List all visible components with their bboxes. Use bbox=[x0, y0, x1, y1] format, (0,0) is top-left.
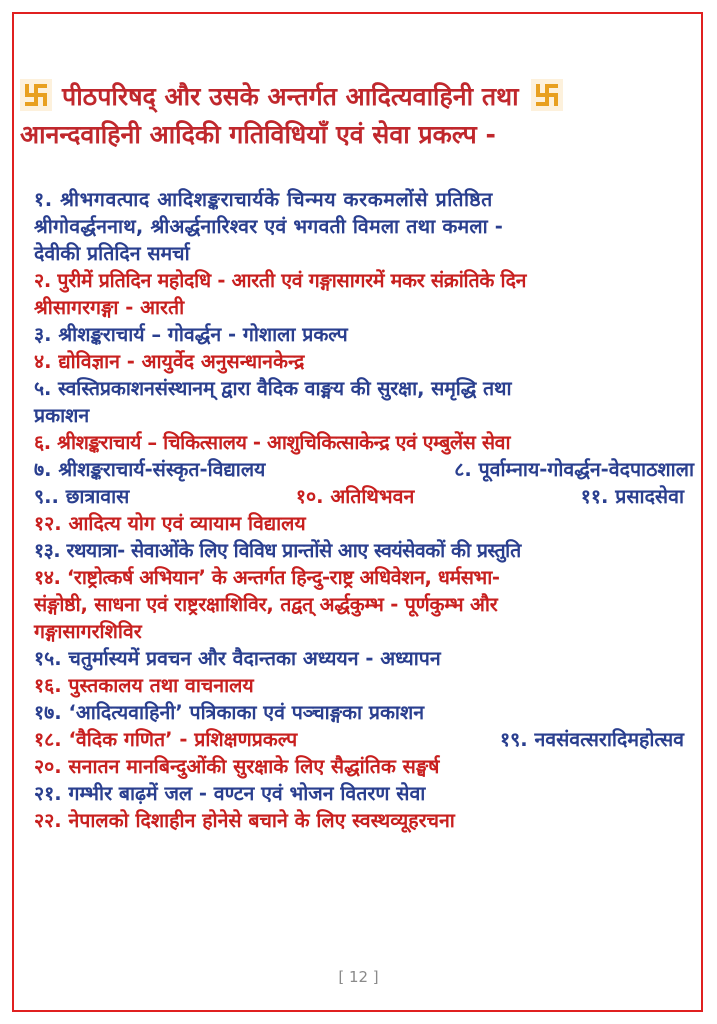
list-item: १०. अतिथिभवन bbox=[295, 485, 415, 508]
list-item: श्रीगोवर्द्धननाथ, श्रीअर्द्धनारिश्वर एवं भगवती विमला तथा कमला - bbox=[34, 215, 504, 238]
swastika-icon bbox=[531, 79, 563, 111]
list-item: १. श्रीभगवत्पाद आदिशङ्कराचार्यके चिन्मय करकमलोंसे प्रतिष्ठित bbox=[34, 188, 493, 211]
list-row bbox=[34, 726, 694, 753]
list-item: १६. पुस्तकालय तथा वाचनालय bbox=[34, 674, 254, 697]
list-item: ६. श्रीशङ्कराचार्य – चिकित्सालय - आशुचिकित्साकेन्द्र एवं एम्बुलेंस सेवा bbox=[34, 431, 511, 454]
list-item: ७. श्रीशङ्कराचार्य-संस्कृत-विद्यालय bbox=[34, 458, 266, 481]
page-title bbox=[20, 78, 700, 154]
list-item: ३. श्रीशङ्कराचार्य – गोवर्द्धन - गोशाला प्रकल्प bbox=[34, 323, 348, 346]
title-text-1: पीठपरिषद् और उसके अन्तर्गत आदित्यवाहिनी तथा bbox=[62, 82, 519, 111]
list-item: १७. ‘आदित्यवाहिनी’ पत्रिकाका एवं पञ्चाङ्गका प्रकाशन bbox=[34, 701, 425, 724]
list-item: देवीकी प्रतिदिन समर्चा bbox=[34, 242, 190, 265]
list-row bbox=[34, 483, 694, 510]
list-item: गङ्गासागरशिविर bbox=[34, 620, 142, 643]
list-item: २१. गम्भीर बाढ़में जल - वण्टन एवं भोजन वितरण सेवा bbox=[34, 782, 426, 805]
list-item: १९. नवसंवत्सरादिमहोत्सव bbox=[499, 728, 684, 751]
title-line-1 bbox=[20, 78, 700, 116]
swastika-icon bbox=[20, 79, 52, 111]
list-item: २. पुरीमें प्रतिदिन महोदधि - आरती एवं गङ्गासागरमें मकर संक्रांतिके दिन bbox=[34, 269, 527, 292]
list-item: ४. द्योविज्ञान - आयुर्वेद अनुसन्धानकेन्द्र bbox=[34, 350, 305, 373]
list-item: १४. ‘राष्ट्रोत्कर्ष अभियान’ के अन्तर्गत हिन्दु-राष्ट्र अधिवेशन, धर्मसभा- bbox=[34, 566, 500, 589]
activity-list bbox=[34, 186, 694, 834]
list-item: श्रीसागरगङ्गा - आरती bbox=[34, 296, 185, 319]
list-item: २०. सनातन मानबिन्दुओंकी सुरक्षाके लिए सैद्धांतिक सङ्घर्ष bbox=[34, 755, 440, 778]
list-item: ११. प्रसादसेवा bbox=[580, 485, 684, 508]
list-item: १८. ‘वैदिक गणित’ - प्रशिक्षणप्रकल्प bbox=[34, 728, 298, 751]
list-row bbox=[34, 456, 694, 483]
list-item: ९.. छात्रावास bbox=[34, 485, 130, 508]
list-item: १५. चतुर्मास्यमें प्रवचन और वैदान्तका अध्ययन - अध्यापन bbox=[34, 647, 441, 670]
list-item: १२. आदित्य योग एवं व्यायाम विद्यालय bbox=[34, 512, 306, 535]
list-item: २२. नेपालको दिशाहीन होनेसे बचाने के लिए स्वस्थव्यूहरचना bbox=[34, 809, 455, 832]
list-item: संङ्गोष्ठी, साधना एवं राष्ट्ररक्षाशिविर, तद्वत् अर्द्धकुम्भ - पूर्णकुम्भ और bbox=[34, 593, 498, 616]
page-number: [ 12 ] bbox=[338, 968, 379, 986]
title-line-2: आनन्दवाहिनी आदिकी गतिविधियाँ एवं सेवा प्रकल्प - bbox=[20, 120, 496, 149]
list-item: ८. पूर्वाम्नाय-गोवर्द्धन-वेदपाठशाला bbox=[454, 458, 694, 481]
list-item: १३. रथयात्रा- सेवाओंके लिए विविध प्रान्तोंसे आए स्वयंसेवकों की प्रस्तुति bbox=[34, 539, 521, 562]
list-item: प्रकाशन bbox=[34, 404, 90, 427]
list-item: ५. स्वस्तिप्रकाशनसंस्थानम् द्वारा वैदिक वाङ्मय की सुरक्षा, समृद्धि तथा bbox=[34, 377, 512, 400]
